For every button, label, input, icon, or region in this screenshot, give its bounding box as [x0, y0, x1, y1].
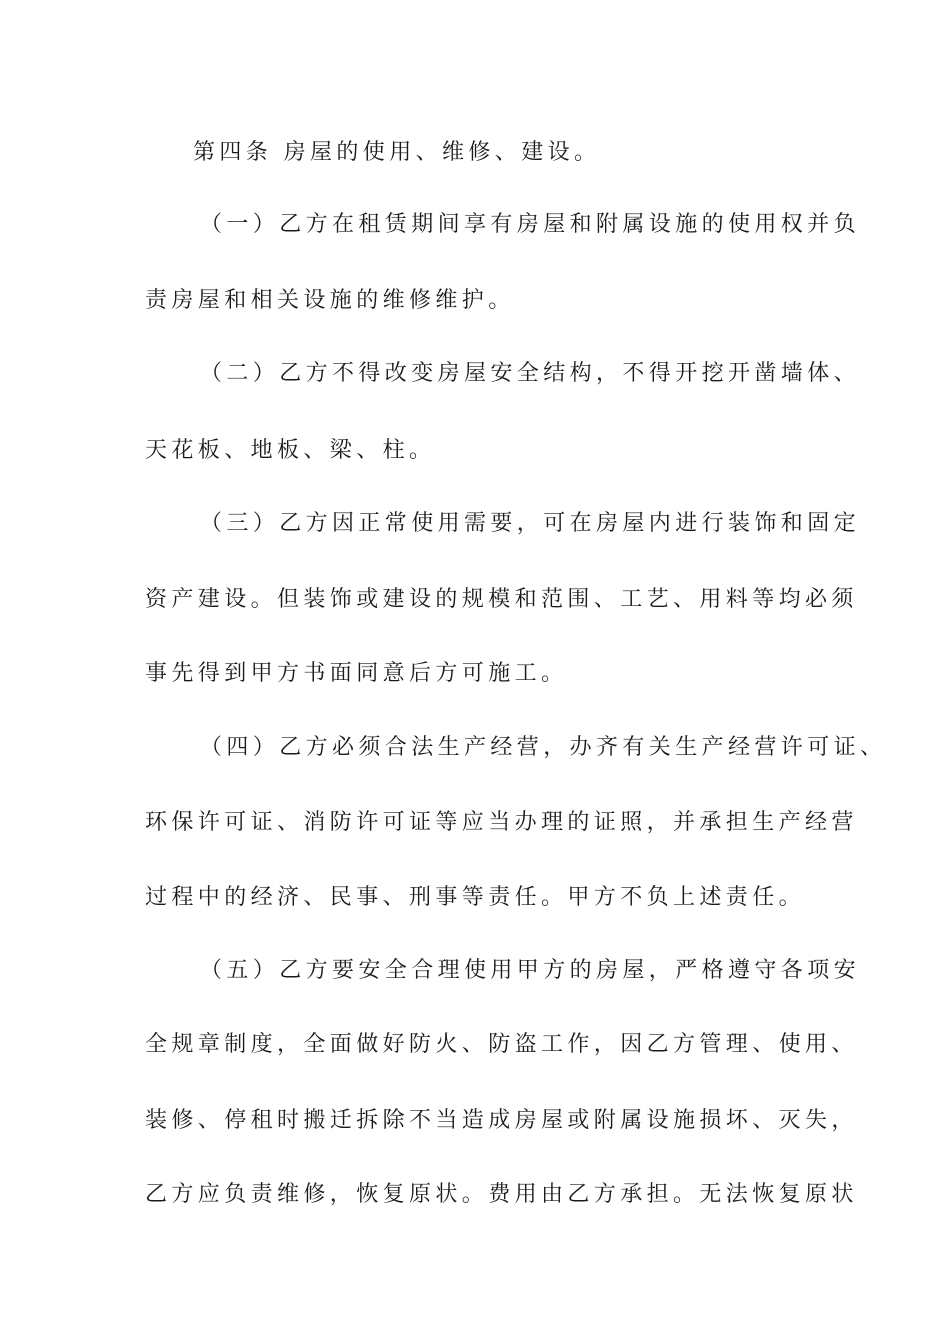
paragraph-line: （五）乙方要安全合理使用甲方的房屋，严格遵守各项安 [200, 958, 861, 983]
paragraph-line: 责房屋和相关设施的维修维护。 [145, 288, 515, 313]
paragraph-line: （一）乙方在租赁期间享有房屋和附属设施的使用权并负 [200, 212, 861, 237]
paragraph-line: 装修、停租时搬迁拆除不当造成房屋或附属设施损坏、灭失， [145, 1108, 858, 1133]
paragraph-line: 事先得到甲方书面同意后方可施工。 [145, 661, 568, 686]
paragraph-line: 乙方应负责维修，恢复原状。费用由乙方承担。无法恢复原状 [145, 1182, 858, 1207]
paragraph-line: 资产建设。但装饰或建设的规模和范围、工艺、用料等均必须 [145, 587, 858, 612]
paragraph-line: （四）乙方必须合法生产经营，办齐有关生产经营许可证、 [200, 735, 887, 760]
paragraph-line: 过程中的经济、民事、刑事等责任。甲方不负上述责任。 [145, 885, 806, 910]
paragraph-line: （二）乙方不得改变房屋安全结构，不得开挖开凿墙体、 [200, 361, 861, 386]
paragraph-line: （三）乙方因正常使用需要，可在房屋内进行装饰和固定 [200, 511, 861, 536]
paragraph-line: 全规章制度，全面做好防火、防盗工作，因乙方管理、使用、 [145, 1032, 858, 1057]
paragraph-line: 环保许可证、消防许可证等应当办理的证照，并承担生产经营 [145, 810, 858, 835]
article-heading: 第四条 房屋的使用、维修、建设。 [193, 140, 601, 165]
paragraph-line: 天花板、地板、梁、柱。 [145, 438, 436, 463]
